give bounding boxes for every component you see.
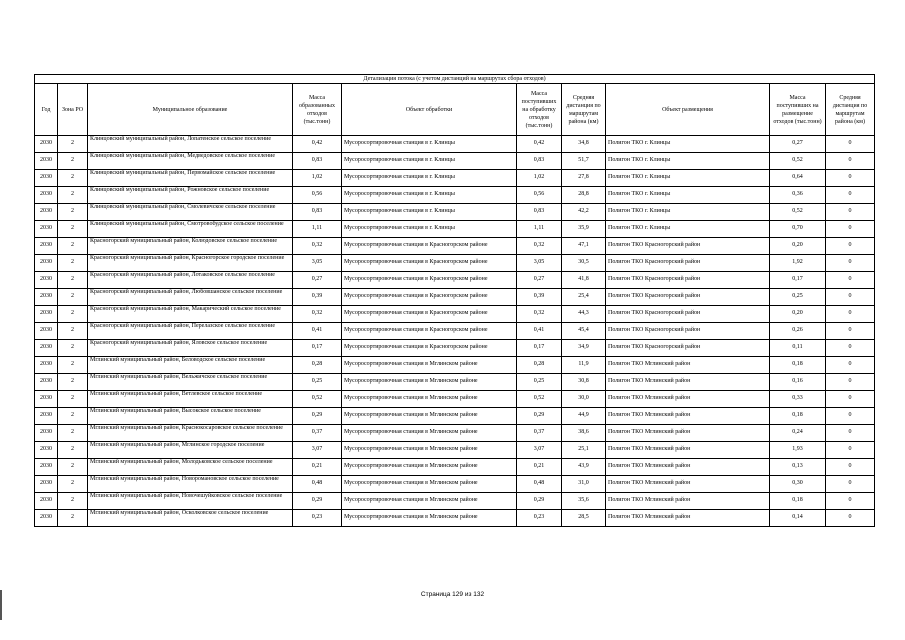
cell-mass-to-placement: 0,26: [770, 323, 826, 340]
cell-avg-distance-placement: 0: [826, 170, 875, 187]
header-avg-distance-placement: Средняя дистанция по маршрутам района (км): [826, 84, 875, 136]
cell-processing-object: Мусоросортировочная станция в Красногорском районе: [342, 272, 517, 289]
cell-year: 2030: [35, 340, 58, 357]
cell-municipality: Мглинский муниципальный район, Вельжичское сельское поселение: [88, 374, 293, 391]
cell-placement-object: Полигон ТКО Красногорский район: [606, 306, 770, 323]
cell-mass-generated: 0,29: [293, 408, 342, 425]
table-row: [35, 221, 875, 238]
table-row: [35, 170, 875, 187]
cell-placement-object: Полигон ТКО г. Клинцы: [606, 170, 770, 187]
cell-avg-distance-processing: 34,9: [562, 340, 606, 357]
cell-municipality: Красногорский муниципальный район, Лотаковское сельское поселение: [88, 272, 293, 289]
cell-mass-to-processing: 0,39: [517, 289, 562, 306]
cell-avg-distance-processing: 28,5: [562, 510, 606, 527]
cell-mass-to-processing: 0,21: [517, 459, 562, 476]
cell-processing-object: Мусоросортировочная станция в Мглинском районе: [342, 374, 517, 391]
table-body: [35, 136, 875, 527]
cell-avg-distance-placement: 0: [826, 187, 875, 204]
cell-mass-to-processing: 0,23: [517, 510, 562, 527]
cell-processing-object: Мусоросортировочная станция в Красногорском районе: [342, 289, 517, 306]
cell-mass-to-placement: 0,17: [770, 272, 826, 289]
cell-avg-distance-placement: 0: [826, 425, 875, 442]
cell-zone: 2: [58, 289, 88, 306]
cell-avg-distance-processing: 27,8: [562, 170, 606, 187]
table-row: [35, 289, 875, 306]
cell-placement-object: Полигон ТКО г. Клинцы: [606, 221, 770, 238]
cell-mass-to-processing: 0,17: [517, 340, 562, 357]
cell-zone: 2: [58, 459, 88, 476]
cell-mass-to-processing: 0,32: [517, 238, 562, 255]
cell-mass-generated: 1,11: [293, 221, 342, 238]
cell-avg-distance-placement: 0: [826, 204, 875, 221]
table-row: [35, 204, 875, 221]
cell-year: 2030: [35, 425, 58, 442]
cell-municipality: Клинцовский муниципальный район, Лопатенское сельское поселение: [88, 136, 293, 153]
cell-avg-distance-placement: 0: [826, 238, 875, 255]
cell-processing-object: Мусоросортировочная станция в Мглинском районе: [342, 510, 517, 527]
header-zone: Зона РО: [58, 84, 88, 136]
cell-mass-to-placement: 0,33: [770, 391, 826, 408]
cell-mass-to-placement: 0,18: [770, 493, 826, 510]
cell-mass-to-processing: 1,02: [517, 170, 562, 187]
cell-processing-object: Мусоросортировочная станция в Мглинском районе: [342, 408, 517, 425]
table-row: [35, 459, 875, 476]
cell-zone: 2: [58, 442, 88, 459]
cell-mass-to-processing: 3,07: [517, 442, 562, 459]
cell-avg-distance-processing: 51,7: [562, 153, 606, 170]
cell-placement-object: Полигон ТКО Мглинский район: [606, 408, 770, 425]
cell-avg-distance-placement: 0: [826, 391, 875, 408]
header-year: Год: [35, 84, 58, 136]
cell-zone: 2: [58, 493, 88, 510]
cell-mass-to-processing: 0,27: [517, 272, 562, 289]
cell-avg-distance-processing: 43,9: [562, 459, 606, 476]
table-row: [35, 442, 875, 459]
cell-year: 2030: [35, 323, 58, 340]
cell-placement-object: Полигон ТКО г. Клинцы: [606, 153, 770, 170]
cell-processing-object: Мусоросортировочная станция в Мглинском районе: [342, 442, 517, 459]
cell-municipality: Мглинский муниципальный район, Новочешуйковское сельское поселение: [88, 493, 293, 510]
cell-mass-to-processing: 0,32: [517, 306, 562, 323]
cell-mass-to-placement: 1,92: [770, 255, 826, 272]
cell-mass-to-processing: 0,28: [517, 357, 562, 374]
cell-mass-to-placement: 0,24: [770, 425, 826, 442]
cell-zone: 2: [58, 408, 88, 425]
table-row: [35, 493, 875, 510]
cell-mass-to-processing: 0,29: [517, 493, 562, 510]
cell-mass-to-processing: 0,83: [517, 204, 562, 221]
cell-municipality: Мглинский муниципальный район, Высокское сельское поселение: [88, 408, 293, 425]
cell-year: 2030: [35, 272, 58, 289]
cell-avg-distance-placement: 0: [826, 323, 875, 340]
table-row: [35, 255, 875, 272]
cell-year: 2030: [35, 510, 58, 527]
table-row: [35, 187, 875, 204]
cell-mass-to-processing: 3,05: [517, 255, 562, 272]
cell-avg-distance-processing: 25,4: [562, 289, 606, 306]
cell-mass-generated: 0,32: [293, 238, 342, 255]
cell-municipality: Красногорский муниципальный район, Яловское сельское поселение: [88, 340, 293, 357]
cell-mass-generated: 0,17: [293, 340, 342, 357]
cell-year: 2030: [35, 221, 58, 238]
cell-avg-distance-placement: 0: [826, 510, 875, 527]
cell-processing-object: Мусоросортировочная станция в г. Клинцы: [342, 170, 517, 187]
cell-municipality: Мглинский муниципальный район, Новоромановское сельское поселение: [88, 476, 293, 493]
cell-municipality: Клинцовский муниципальный район, Первомайское сельское поселение: [88, 170, 293, 187]
cell-municipality: Красногорский муниципальный район, Макарический сельское поселение: [88, 306, 293, 323]
cell-processing-object: Мусоросортировочная станция в г. Клинцы: [342, 221, 517, 238]
table-row: [35, 323, 875, 340]
table-row: [35, 340, 875, 357]
cell-municipality: Клинцовский муниципальный район, Смолевичское сельское поселение: [88, 204, 293, 221]
cell-placement-object: Полигон ТКО г. Клинцы: [606, 187, 770, 204]
cell-placement-object: Полигон ТКО Красногорский район: [606, 323, 770, 340]
cell-placement-object: Полигон ТКО Мглинский район: [606, 357, 770, 374]
header-mass-generated: Масса образованных отходов (тыс.тонн): [293, 84, 342, 136]
cell-placement-object: Полигон ТКО Красногорский район: [606, 272, 770, 289]
cell-municipality: Мглинский муниципальный район, Ветлевское сельское поселение: [88, 391, 293, 408]
cell-avg-distance-placement: 0: [826, 459, 875, 476]
cell-mass-to-placement: 0,11: [770, 340, 826, 357]
cell-avg-distance-processing: 35,9: [562, 221, 606, 238]
cell-avg-distance-processing: 42,2: [562, 204, 606, 221]
cell-mass-to-placement: 0,27: [770, 136, 826, 153]
cell-mass-to-placement: 0,70: [770, 221, 826, 238]
cell-processing-object: Мусоросортировочная станция в Мглинском районе: [342, 476, 517, 493]
cell-municipality: Красногорский муниципальный район, Красногорское городское поселение: [88, 255, 293, 272]
table-row: [35, 408, 875, 425]
cell-avg-distance-processing: 11,9: [562, 357, 606, 374]
cell-placement-object: Полигон ТКО Мглинский район: [606, 476, 770, 493]
cell-processing-object: Мусоросортировочная станция в Красногорском районе: [342, 255, 517, 272]
cell-processing-object: Мусоросортировочная станция в Мглинском районе: [342, 357, 517, 374]
cell-year: 2030: [35, 391, 58, 408]
cell-mass-to-processing: 0,83: [517, 153, 562, 170]
table-caption: Детализация потока (с учетом дистанций на маршрутах сбора отходов): [35, 75, 875, 84]
cell-avg-distance-processing: 30,0: [562, 391, 606, 408]
cell-mass-generated: 0,83: [293, 204, 342, 221]
cell-mass-generated: 0,23: [293, 510, 342, 527]
cell-year: 2030: [35, 289, 58, 306]
cell-zone: 2: [58, 204, 88, 221]
cell-year: 2030: [35, 187, 58, 204]
cell-avg-distance-processing: 47,1: [562, 238, 606, 255]
cell-year: 2030: [35, 204, 58, 221]
cell-municipality: Клинцовский муниципальный район, Рожновское сельское поселение: [88, 187, 293, 204]
cell-zone: 2: [58, 255, 88, 272]
cell-avg-distance-processing: 44,3: [562, 306, 606, 323]
cell-mass-to-processing: 0,25: [517, 374, 562, 391]
cell-avg-distance-processing: 44,9: [562, 408, 606, 425]
table-row: [35, 306, 875, 323]
cell-zone: 2: [58, 323, 88, 340]
cell-placement-object: Полигон ТКО Красногорский район: [606, 340, 770, 357]
table-row: [35, 153, 875, 170]
cell-year: 2030: [35, 442, 58, 459]
cell-mass-to-placement: 0,36: [770, 187, 826, 204]
cell-municipality: Красногорский муниципальный район, Любовшанское сельское поселение: [88, 289, 293, 306]
cell-avg-distance-processing: 35,6: [562, 493, 606, 510]
cell-processing-object: Мусоросортировочная станция в Мглинском районе: [342, 391, 517, 408]
cell-year: 2030: [35, 136, 58, 153]
cell-avg-distance-processing: 38,6: [562, 425, 606, 442]
cell-avg-distance-placement: 0: [826, 255, 875, 272]
cell-mass-to-processing: 0,56: [517, 187, 562, 204]
cell-municipality: Мглинский муниципальный район, Молодьковское сельское поселение: [88, 459, 293, 476]
cell-municipality: Мглинский муниципальный район, Краснокосаровское сельское поселение: [88, 425, 293, 442]
cell-zone: 2: [58, 391, 88, 408]
cell-zone: 2: [58, 425, 88, 442]
cell-mass-to-placement: 0,18: [770, 408, 826, 425]
cell-processing-object: Мусоросортировочная станция в г. Клинцы: [342, 153, 517, 170]
cell-year: 2030: [35, 153, 58, 170]
header-processing-object: Объект обработки: [342, 84, 517, 136]
cell-avg-distance-placement: 0: [826, 357, 875, 374]
cell-mass-generated: 0,29: [293, 493, 342, 510]
cell-zone: 2: [58, 153, 88, 170]
cell-mass-generated: 0,42: [293, 136, 342, 153]
cell-mass-generated: 0,32: [293, 306, 342, 323]
cell-zone: 2: [58, 221, 88, 238]
cell-mass-generated: 0,41: [293, 323, 342, 340]
cell-municipality: Клинцовский муниципальный район, Смотровобудское сельское поселение: [88, 221, 293, 238]
cell-year: 2030: [35, 459, 58, 476]
cell-mass-to-processing: 1,11: [517, 221, 562, 238]
cell-avg-distance-processing: 41,8: [562, 272, 606, 289]
cell-year: 2030: [35, 374, 58, 391]
header-mass-to-placement: Масса поступивших на размещение отходов (тыс.тонн): [770, 84, 826, 136]
cell-mass-to-placement: 0,16: [770, 374, 826, 391]
cell-municipality: Мглинский муниципальный район, Осколковское сельское поселение: [88, 510, 293, 527]
cell-year: 2030: [35, 476, 58, 493]
cell-mass-to-placement: 0,14: [770, 510, 826, 527]
cell-zone: 2: [58, 136, 88, 153]
cell-mass-generated: 0,21: [293, 459, 342, 476]
cell-placement-object: Полигон ТКО Мглинский район: [606, 459, 770, 476]
cell-avg-distance-processing: 28,8: [562, 187, 606, 204]
cell-municipality: Мглинский муниципальный район, Беловодское сельское поселение: [88, 357, 293, 374]
table-row: [35, 391, 875, 408]
cell-processing-object: Мусоросортировочная станция в Мглинском районе: [342, 493, 517, 510]
cell-processing-object: Мусоросортировочная станция в г. Клинцы: [342, 187, 517, 204]
cell-mass-to-processing: 0,29: [517, 408, 562, 425]
cell-avg-distance-processing: 31,0: [562, 476, 606, 493]
cell-mass-generated: 0,56: [293, 187, 342, 204]
table-row: [35, 374, 875, 391]
cell-processing-object: Мусоросортировочная станция в Красногорском районе: [342, 323, 517, 340]
header-municipality: Муниципальное образование: [88, 84, 293, 136]
cell-municipality: Мглинский муниципальный район, Мглинское городское поселение: [88, 442, 293, 459]
cell-mass-to-placement: 0,18: [770, 357, 826, 374]
cell-mass-to-placement: 0,13: [770, 459, 826, 476]
cell-processing-object: Мусоросортировочная станция в г. Клинцы: [342, 136, 517, 153]
cell-mass-generated: 0,28: [293, 357, 342, 374]
cell-placement-object: Полигон ТКО Мглинский район: [606, 391, 770, 408]
cell-zone: 2: [58, 306, 88, 323]
cell-zone: 2: [58, 476, 88, 493]
cell-zone: 2: [58, 357, 88, 374]
cell-mass-generated: 1,02: [293, 170, 342, 187]
cell-processing-object: Мусоросортировочная станция в Красногорском районе: [342, 238, 517, 255]
header-mass-to-processing: Масса поступивших на обработку отходов (тыс.тонн): [517, 84, 562, 136]
cell-mass-to-placement: 0,20: [770, 238, 826, 255]
cell-avg-distance-placement: 0: [826, 476, 875, 493]
cell-municipality: Красногорский муниципальный район, Перелазское сельское поселение: [88, 323, 293, 340]
cell-placement-object: Полигон ТКО г. Клинцы: [606, 136, 770, 153]
cell-mass-to-placement: 0,52: [770, 204, 826, 221]
cell-placement-object: Полигон ТКО Красногорский район: [606, 289, 770, 306]
cell-processing-object: Мусоросортировочная станция в Красногорском районе: [342, 340, 517, 357]
cell-avg-distance-placement: 0: [826, 306, 875, 323]
cell-mass-to-placement: 0,20: [770, 306, 826, 323]
cell-avg-distance-processing: 30,8: [562, 374, 606, 391]
cell-avg-distance-processing: 25,1: [562, 442, 606, 459]
cell-avg-distance-placement: 0: [826, 442, 875, 459]
cell-placement-object: Полигон ТКО Мглинский район: [606, 510, 770, 527]
cell-mass-generated: 0,48: [293, 476, 342, 493]
cell-placement-object: Полигон ТКО Мглинский район: [606, 442, 770, 459]
cell-year: 2030: [35, 306, 58, 323]
cell-zone: 2: [58, 238, 88, 255]
table-row: [35, 476, 875, 493]
cell-processing-object: Мусоросортировочная станция в Мглинском районе: [342, 459, 517, 476]
flow-detail-table-sheet: [34, 74, 874, 527]
table-row: [35, 272, 875, 289]
table-row: [35, 136, 875, 153]
cell-mass-to-processing: 0,37: [517, 425, 562, 442]
cell-avg-distance-processing: 45,4: [562, 323, 606, 340]
cell-placement-object: Полигон ТКО Мглинский район: [606, 425, 770, 442]
cell-avg-distance-placement: 0: [826, 493, 875, 510]
cell-mass-to-placement: 1,93: [770, 442, 826, 459]
cell-year: 2030: [35, 493, 58, 510]
cell-mass-generated: 0,25: [293, 374, 342, 391]
cell-zone: 2: [58, 510, 88, 527]
cell-mass-generated: 3,07: [293, 442, 342, 459]
cell-mass-to-processing: 0,52: [517, 391, 562, 408]
cell-avg-distance-placement: 0: [826, 340, 875, 357]
cell-mass-generated: 0,83: [293, 153, 342, 170]
cell-avg-distance-processing: 30,5: [562, 255, 606, 272]
cell-avg-distance-placement: 0: [826, 221, 875, 238]
cell-avg-distance-placement: 0: [826, 272, 875, 289]
cell-placement-object: Полигон ТКО Красногорский район: [606, 255, 770, 272]
cell-avg-distance-placement: 0: [826, 374, 875, 391]
table-row: [35, 357, 875, 374]
cell-placement-object: Полигон ТКО Мглинский район: [606, 493, 770, 510]
cell-placement-object: Полигон ТКО г. Клинцы: [606, 204, 770, 221]
flow-detail-table: [34, 74, 875, 527]
cell-zone: 2: [58, 187, 88, 204]
cell-year: 2030: [35, 238, 58, 255]
table-row: [35, 425, 875, 442]
cell-processing-object: Мусоросортировочная станция в Мглинском районе: [342, 425, 517, 442]
cell-zone: 2: [58, 170, 88, 187]
cell-avg-distance-placement: 0: [826, 408, 875, 425]
cell-year: 2030: [35, 170, 58, 187]
cell-municipality: Клинцовский муниципальный район, Медведовское сельское поселение: [88, 153, 293, 170]
cell-avg-distance-placement: 0: [826, 289, 875, 306]
table-row: [35, 510, 875, 527]
cell-year: 2030: [35, 255, 58, 272]
cell-mass-generated: 0,52: [293, 391, 342, 408]
cell-zone: 2: [58, 374, 88, 391]
cell-mass-to-processing: 0,41: [517, 323, 562, 340]
cell-zone: 2: [58, 272, 88, 289]
cell-year: 2030: [35, 357, 58, 374]
cell-avg-distance-placement: 0: [826, 153, 875, 170]
cell-avg-distance-processing: 34,8: [562, 136, 606, 153]
cell-mass-to-placement: 0,30: [770, 476, 826, 493]
cell-mass-to-placement: 0,25: [770, 289, 826, 306]
cell-avg-distance-placement: 0: [826, 136, 875, 153]
cell-mass-generated: 0,39: [293, 289, 342, 306]
cell-mass-to-processing: 0,48: [517, 476, 562, 493]
cell-mass-to-placement: 0,52: [770, 153, 826, 170]
cell-placement-object: Полигон ТКО Мглинский район: [606, 374, 770, 391]
table-row: [35, 238, 875, 255]
cell-placement-object: Полигон ТКО Красногорский район: [606, 238, 770, 255]
cell-zone: 2: [58, 340, 88, 357]
cell-mass-to-processing: 0,42: [517, 136, 562, 153]
header-placement-object: Объект размещения: [606, 84, 770, 136]
header-avg-distance-processing: Средняя дистанция по маршрутам района (км): [562, 84, 606, 136]
cell-mass-to-placement: 0,64: [770, 170, 826, 187]
cell-mass-generated: 0,27: [293, 272, 342, 289]
page-footer: Страница 129 из 132: [420, 591, 485, 598]
cell-year: 2030: [35, 408, 58, 425]
cell-mass-generated: 3,05: [293, 255, 342, 272]
cell-municipality: Красногорский муниципальный район, Колюдовское сельское поселение: [88, 238, 293, 255]
cell-processing-object: Мусоросортировочная станция в г. Клинцы: [342, 204, 517, 221]
cell-processing-object: Мусоросортировочная станция в Красногорском районе: [342, 306, 517, 323]
cell-mass-generated: 0,37: [293, 425, 342, 442]
